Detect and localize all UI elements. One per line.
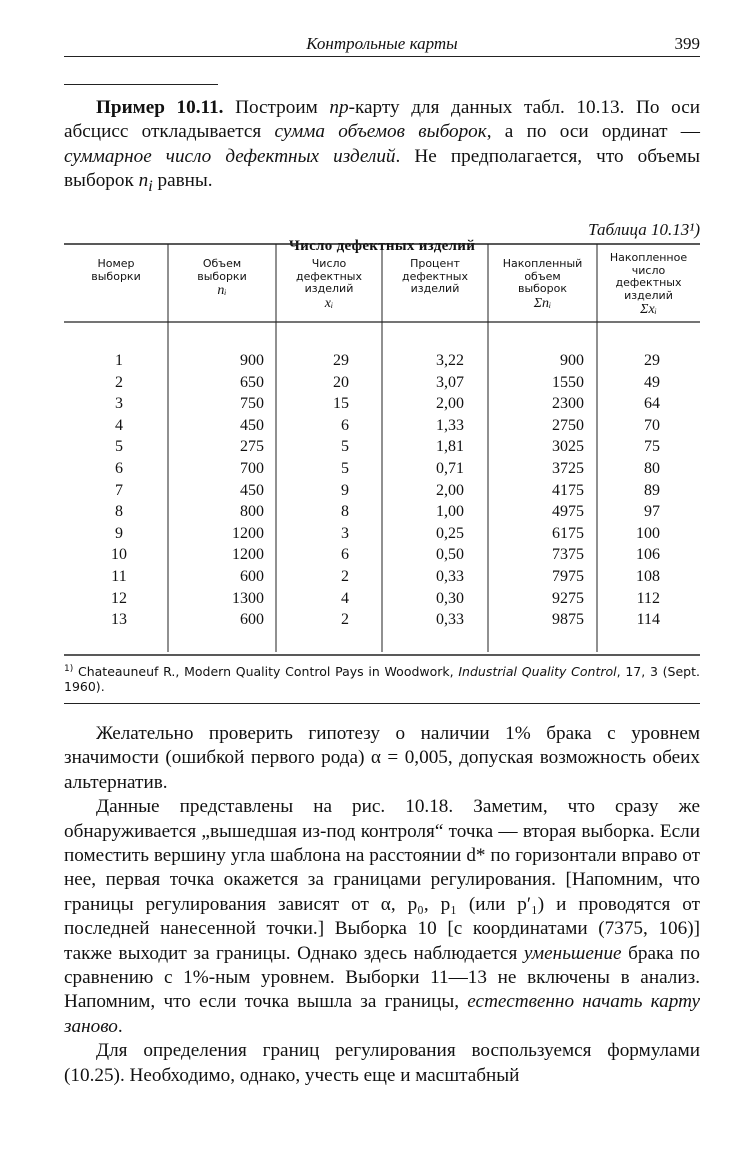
table-cell: 6 — [341, 416, 349, 434]
table-cell: 9 — [341, 481, 349, 499]
table-cell: 275 — [240, 438, 264, 456]
table-cell: 2 — [341, 567, 349, 585]
table-cell: 70 — [644, 416, 660, 434]
page-number: 399 — [674, 34, 700, 53]
table-cell: 750 — [240, 395, 264, 413]
table-cell: 2 — [341, 611, 349, 629]
header-sample-volume: Объем выборки nᵢ — [197, 257, 247, 298]
table-cell: 7375 — [552, 546, 584, 564]
table-cell: 4175 — [552, 481, 584, 499]
table-cell: 106 — [636, 546, 660, 564]
table-cell: 12 — [111, 589, 127, 607]
table-cell: 1,33 — [436, 416, 464, 434]
paragraph-data: Данные представлены на рис. 10.18. Заметим, что сразу же обнаруживается „вышедшая из-под контроля“ точка — вторая выборка. Если поместить вершину угла шаблона на расстоянии d* по горизонтали вправо от нее, первая точка окажется за границами регулирования. [Напомним, что границы регулирования зависят от α, p₀, p₁ (или p′₁) и проводятся от последней нанесенной точки.] Выборка 10 [с координатами (7375, 106)] также выходит за границы. Однако здесь наблюдается уменьшение брака по сравнению с 1%-ным уровнем. Выборки 11—13 не включены в анализ. Напомним, что если точка вышла за границы, естественно начать карту заново. — [64, 796, 700, 1037]
table-cell: 2,00 — [436, 481, 464, 499]
table-cell: 4975 — [552, 503, 584, 521]
section-rule — [64, 84, 218, 85]
table-cell: 9875 — [552, 611, 584, 629]
footnote: $^{1)}$ Chateauneuf R., Modern Quality Control Pays in Woodwork, Industrial Quality Control, 17, 3 (Sept. 1960). — [64, 664, 700, 695]
example-label: Пример 10.11. — [96, 97, 224, 118]
table-cell: 450 — [240, 481, 264, 499]
table-cell: 114 — [636, 611, 660, 629]
table-cell: 7 — [115, 481, 123, 499]
table-cell: 0,33 — [436, 611, 464, 629]
paragraph-limits: Для определения границ регулирования воспользуемся формулами (10.25). Необходимо, однако, учесть еще и масштабный — [64, 1040, 700, 1086]
column-cumulative-volume — [489, 350, 584, 631]
table-cell: 6175 — [552, 524, 584, 542]
table-cell: 3,22 — [436, 352, 464, 369]
table-cell: 80 — [644, 459, 660, 477]
table-cell: 75 — [644, 438, 660, 456]
table-cell: 5 — [115, 438, 123, 456]
table-cell: 2750 — [552, 416, 584, 434]
table-caption: Таблица 10.13¹) — [588, 220, 700, 239]
column-sample-volume — [174, 350, 264, 631]
table-cell: 1,00 — [436, 503, 464, 521]
table-cell: 5 — [341, 459, 349, 477]
table-cell: 0,30 — [436, 589, 464, 607]
table-cell: 700 — [240, 459, 264, 477]
table-cell: 29 — [644, 352, 660, 369]
table-cell: 1300 — [232, 589, 264, 607]
table-cell: 3 — [115, 395, 123, 413]
table-cell: 97 — [644, 503, 660, 521]
table-cell: 4 — [115, 416, 123, 434]
table-cell: 3 — [341, 524, 349, 542]
table-cell: 600 — [240, 611, 264, 629]
table-cell: 0,33 — [436, 567, 464, 585]
table-cell: 650 — [240, 373, 264, 391]
table-cell: 10 — [111, 546, 127, 564]
table-cell: 0,50 — [436, 546, 464, 564]
table-cell: 4 — [341, 589, 349, 607]
table-cell: 0,25 — [436, 524, 464, 542]
table-cell: 7975 — [552, 567, 584, 585]
table-cell: 6 — [341, 546, 349, 564]
running-title: Контрольные карты — [306, 34, 458, 53]
table-cell: 0,71 — [436, 459, 464, 477]
table-cell: 8 — [341, 503, 349, 521]
data-table — [64, 242, 700, 662]
table-cell: 3,07 — [436, 373, 464, 391]
table-cell: 1 — [115, 352, 123, 369]
table-cell: 112 — [636, 589, 660, 607]
table-cell: 5 — [341, 438, 349, 456]
intro-paragraph: Пример 10.11. Построим np-карту для данных табл. 10.13. По оси абсцисс откладывается сумма объемов выборок, а по оси ординат — суммарное число дефектных изделий. Не предполагается, что объемы выборок $n_i$ равны. — [64, 97, 700, 196]
table-cell: 2,00 — [436, 395, 464, 413]
table-cell: 9275 — [552, 589, 584, 607]
paragraph-hypothesis: Желательно проверить гипотезу о наличии 1% брака с уровнем значимости (ошибкой первого рода) α = 0,005, допуская возможность обеих альтернатив. — [64, 723, 700, 793]
table-cell: 15 — [333, 395, 349, 413]
table-cell: 1200 — [232, 524, 264, 542]
table-cell: 900 — [240, 352, 264, 369]
header-sample-number: Номер выборки — [91, 257, 141, 283]
table-cell: 600 — [240, 567, 264, 585]
table-cell: 2300 — [552, 395, 584, 413]
header-cumulative-defects: Накопленное число дефектных изделий Σxᵢ — [609, 251, 688, 317]
running-head — [64, 34, 700, 57]
table-cell: 29 — [333, 352, 349, 369]
table-cell: 1,81 — [436, 438, 464, 456]
table-cell: 3725 — [552, 459, 584, 477]
table-cell: 6 — [115, 459, 123, 477]
body-text — [64, 722, 700, 1088]
column-defect-count — [279, 350, 349, 631]
header-cumulative-volume: Накопленный объем выборок Σnᵢ — [502, 257, 583, 311]
table-cell: 89 — [644, 481, 660, 499]
footnote-rule — [64, 703, 700, 704]
table-cell: 800 — [240, 503, 264, 521]
table-cell: 13 — [111, 611, 127, 629]
table-cell: 450 — [240, 416, 264, 434]
column-sample-number — [64, 350, 174, 631]
table-cell: 8 — [115, 503, 123, 521]
table-cell: 100 — [636, 524, 660, 542]
table-cell: 64 — [644, 395, 660, 413]
table-cell: 1550 — [552, 373, 584, 391]
table-cell: 1200 — [232, 546, 264, 564]
table-cell: 9 — [115, 524, 123, 542]
table-cell: 3025 — [552, 438, 584, 456]
table-cell: 2 — [115, 373, 123, 391]
header-defect-count: Число дефектных изделий xᵢ — [296, 257, 362, 311]
header-defect-percent: Процент дефектных изделий — [402, 257, 468, 295]
table-title: Число дефектных изделий — [288, 238, 476, 254]
table-cell: 900 — [560, 352, 584, 369]
table-cell: 108 — [636, 567, 660, 585]
table-cell: 11 — [111, 567, 127, 585]
column-defect-percent — [394, 350, 464, 631]
column-cumulative-defects — [604, 350, 660, 631]
table-cell: 49 — [644, 373, 660, 391]
table-cell: 20 — [333, 373, 349, 391]
